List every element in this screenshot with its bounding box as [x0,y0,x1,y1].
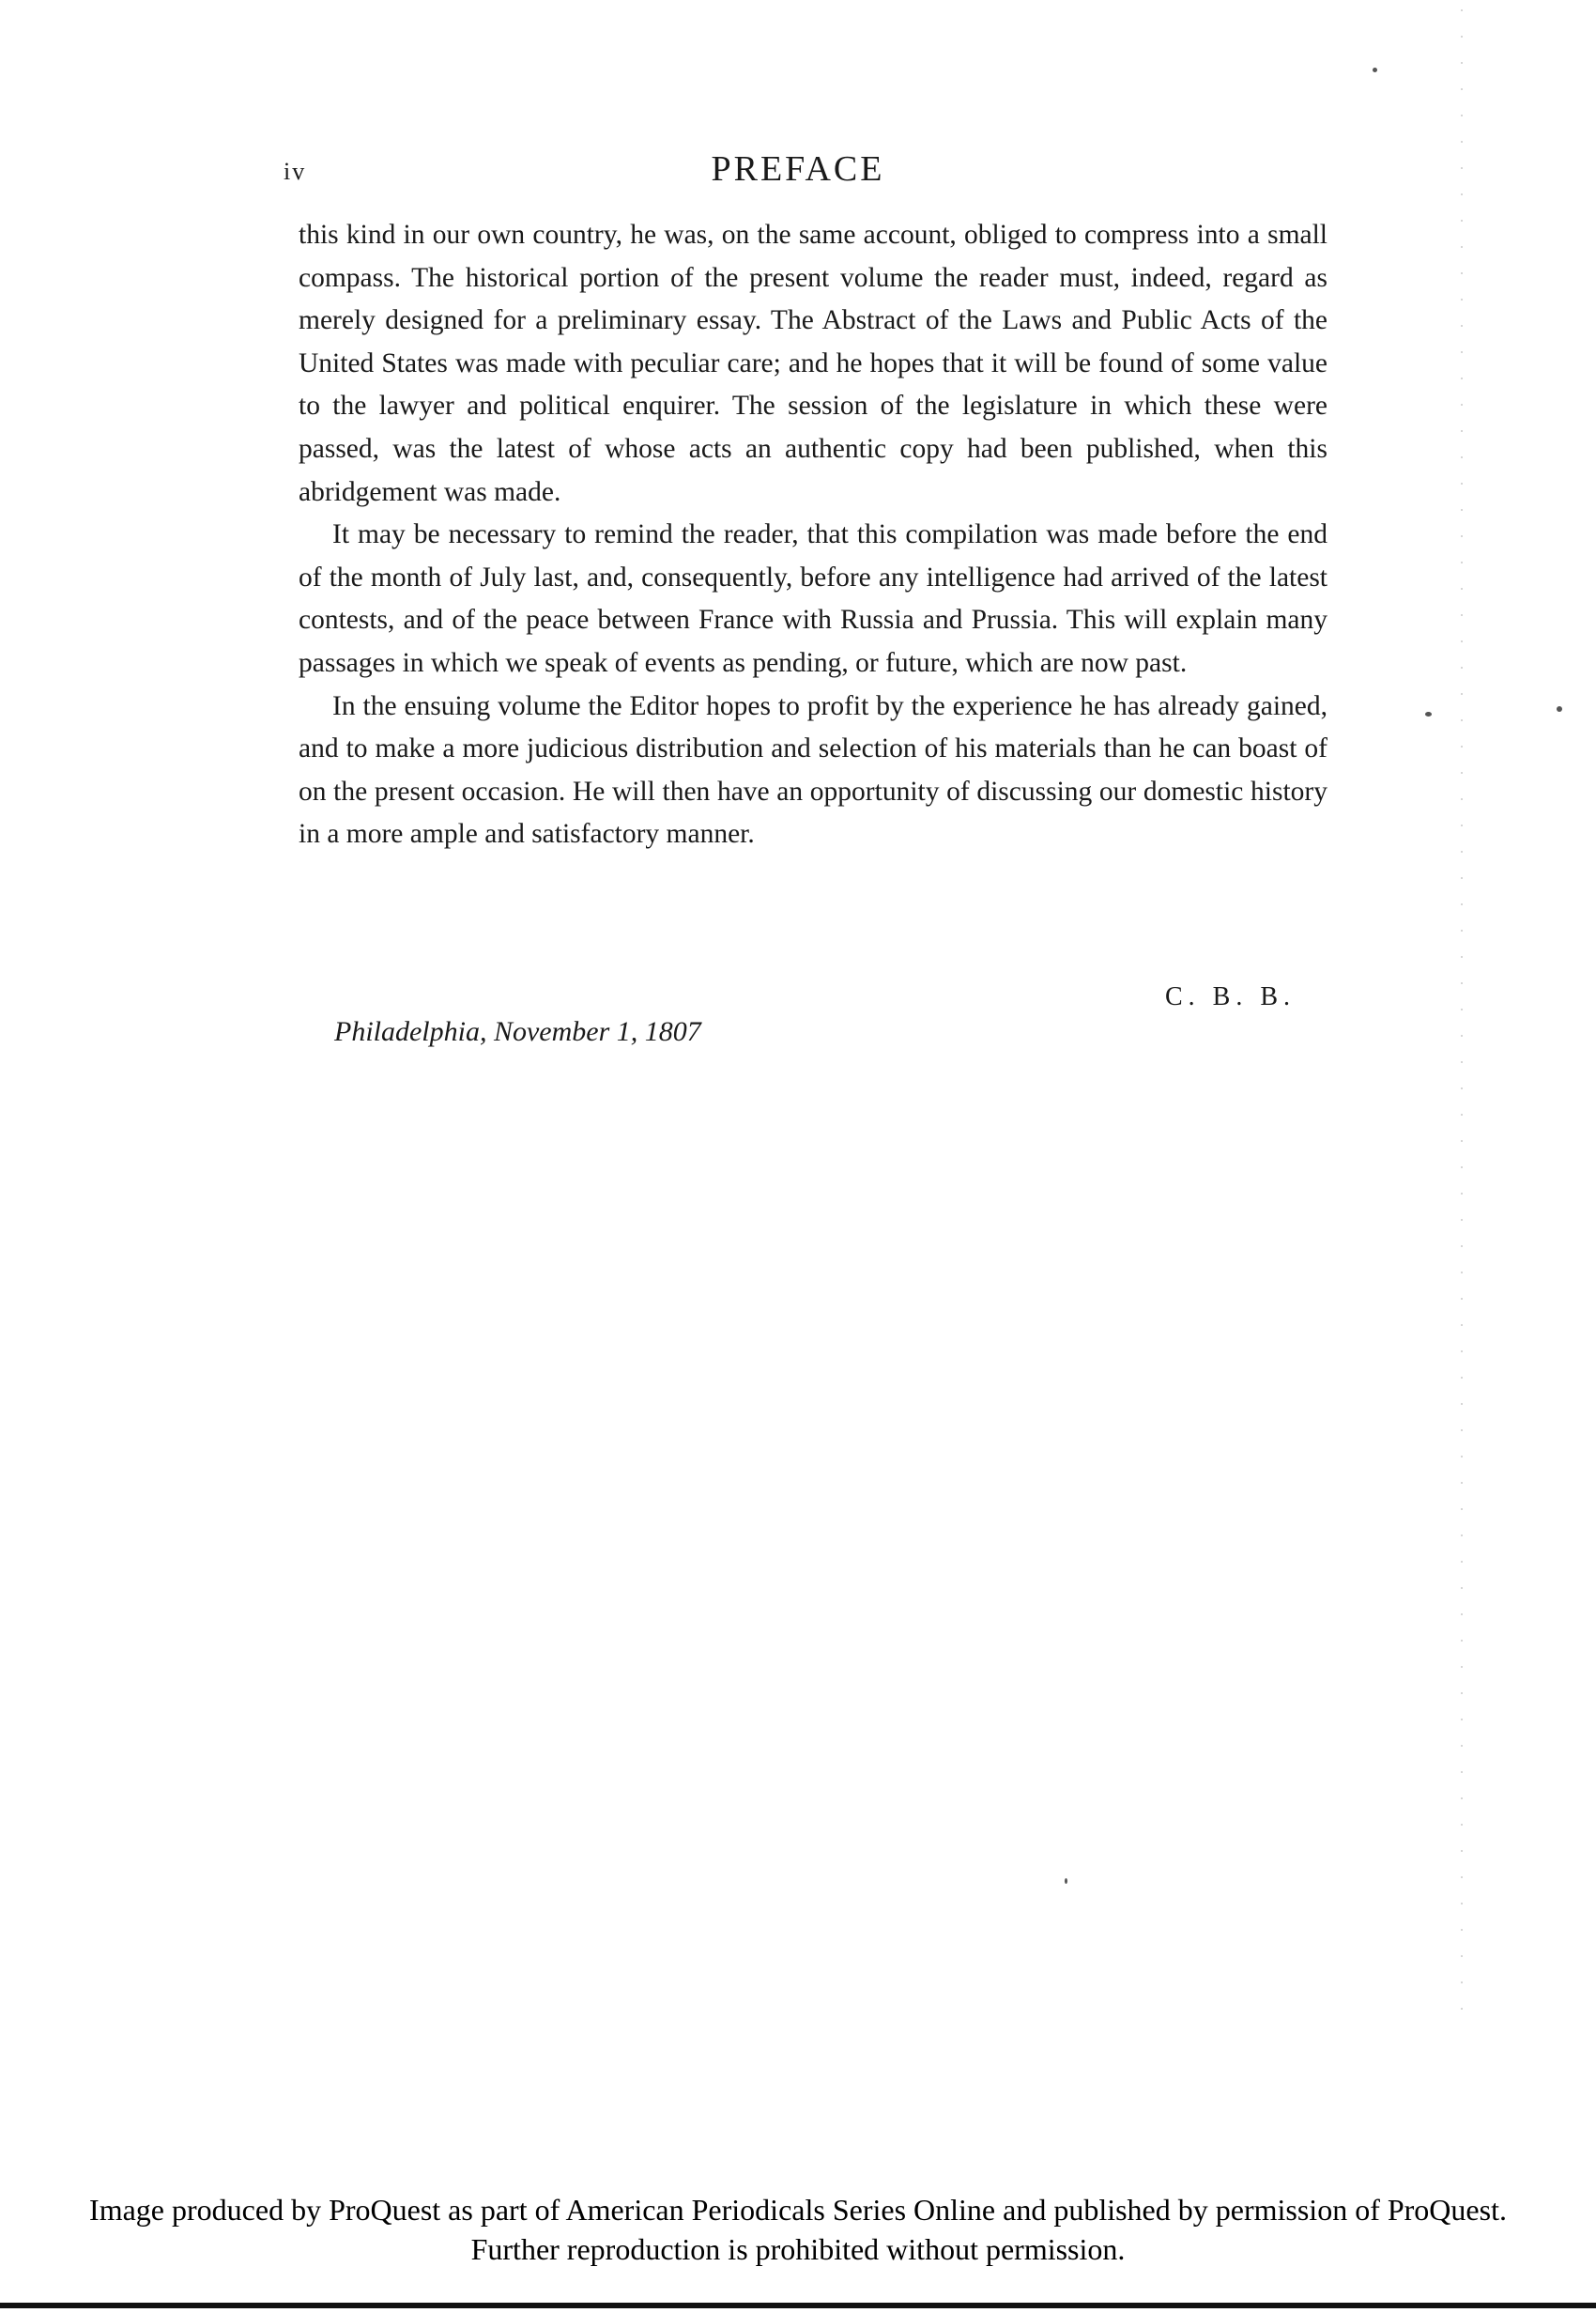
page-number: iv [284,158,307,185]
paragraph-3: In the ensuing volume the Editor hopes to profit by the experience he has already gained, and to make a more judicious distribution and selection of his materials than he can boast of on the present occasion. He will then have an opportunity of discussing our domestic history in a more ample and satisfactory manner. [299,690,1327,850]
paragraph-1: this kind in our own country, he was, on the same account, obliged to compress into a small compass. The historical portion of the present volume the reader must, indeed, regard as merely designed for a preliminary essay. The Abstract of the Laws and Public Acts of the United States was made with peculiar care; and he hopes that it will be found of some value to the lawyer and political enquirer. The session of the legislature in which these were passed, was the latest of whose acts an authentic copy had been published, when this abridgement was made. [299,220,1327,507]
proquest-footer [0,2190,1596,2269]
scan-speck [1065,1878,1067,1884]
bottom-rule [0,2303,1596,2308]
scan-speck [1425,712,1432,717]
footer-line-1: Image produced by ProQuest as part of American Periodicals Series Online and published by permission of ProQuest. [89,2193,1507,2227]
running-head-title: PREFACE [711,149,885,189]
footer-line-2: Further reproduction is prohibited without permission. [470,2232,1126,2266]
dateline: Philadelphia, November 1, 1807 [334,1016,701,1047]
signature-initials: C. B. B. [1164,982,1296,1011]
scan-speck [1557,706,1562,712]
preface-body [299,214,1327,856]
scan-speck [1373,68,1377,72]
scan-edge-marks [1461,9,1463,2028]
paragraph-2: It may be necessary to remind the reader, that this compilation was made before the end of the month of July last, and, consequently, before any intelligence had arrived of the latest contests, and of the peace between France with Russia and Prussia. This will explain many passages in which we speak of events as pending, or future, which are now past. [299,519,1327,678]
